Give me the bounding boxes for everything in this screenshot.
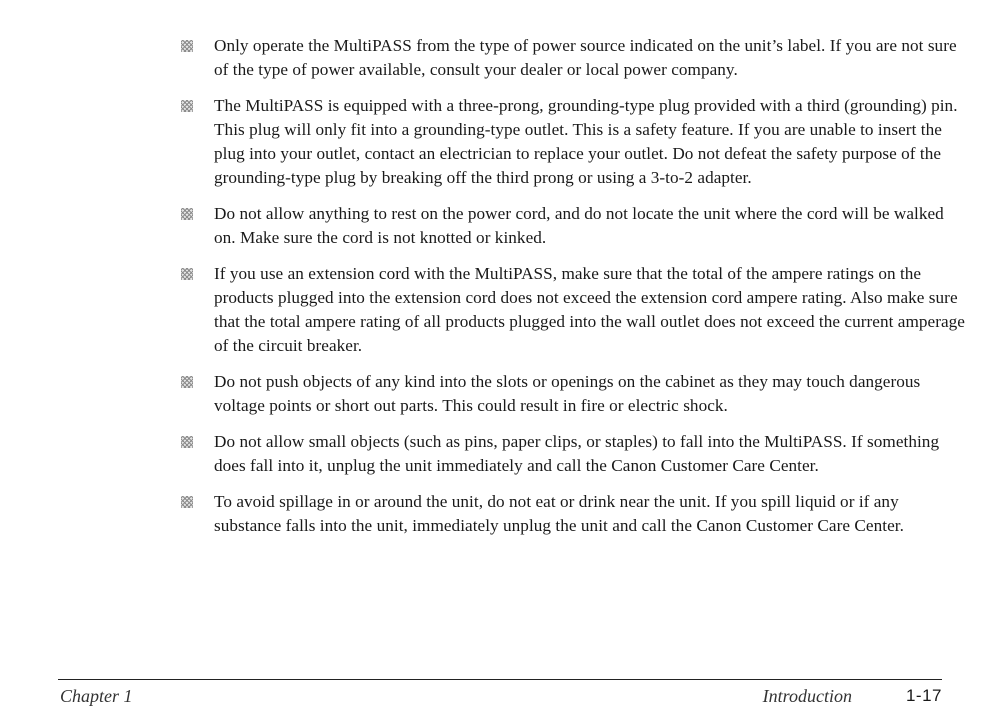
list-item-text: Do not allow anything to rest on the power cord, and do not locate the unit where the cord will be walked on. Make sure the cord is not knotted or kinked. <box>214 204 944 247</box>
footer-section-title: Introduction <box>762 686 852 706</box>
hatched-square-bullet-icon <box>181 40 193 52</box>
footer-page-number: 1-17 <box>905 686 942 705</box>
hatched-square-bullet-icon <box>181 268 193 280</box>
hatched-square-bullet-icon <box>181 496 193 508</box>
hatched-square-bullet-icon <box>181 376 193 388</box>
hatched-square-bullet-icon <box>181 100 193 112</box>
list-item <box>178 202 968 250</box>
safety-instructions-list <box>178 34 968 550</box>
list-item-text: To avoid spillage in or around the unit, do not eat or drink near the unit. If you spill liquid or if any substance falls into the unit, immediately unplug the unit and call the Canon Customer Care Center. <box>214 492 904 535</box>
list-item-text: Only operate the MultiPASS from the type of power source indicated on the unit’s label. If you are not sure of the type of power available, consult your dealer or local power company. <box>214 36 957 79</box>
list-item <box>178 34 968 82</box>
list-item <box>178 262 968 358</box>
hatched-square-bullet-icon <box>181 436 193 448</box>
hatched-square-bullet-icon <box>181 208 193 220</box>
list-item <box>178 490 968 538</box>
list-item <box>178 430 968 478</box>
list-item-text: Do not allow small objects (such as pins, paper clips, or staples) to fall into the MultiPASS. If something does fall into it, unplug the unit immediately and call the Canon Customer Care Center. <box>214 432 940 475</box>
list-item-text: Do not push objects of any kind into the slots or openings on the cabinet as they may touch dangerous voltage points or short out parts. This could result in fire or electric shock. <box>214 372 921 415</box>
list-item <box>178 94 968 190</box>
footer-divider <box>58 679 942 680</box>
footer-chapter: Chapter 1 <box>60 686 133 706</box>
list-item <box>178 370 968 418</box>
list-item-text: The MultiPASS is equipped with a three-prong, grounding-type plug provided with a third (grounding) pin. This plug will only fit into a grounding-type outlet. This is a safety feature. If you are unable to insert the plug into your outlet, contact an electrician to replace your outlet. Do not defeat the safety purpose of the grounding-type plug by breaking off the third prong or using a 3-to-2 adapter. <box>214 96 958 187</box>
list-item-text: If you use an extension cord with the MultiPASS, make sure that the total of the ampere ratings on the products plugged into the extension cord does not exceed the extension cord ampere rating. Also make sure that the total ampere rating of all products plugged into the wall outlet does not exceed the current amperage of the circuit breaker. <box>214 264 965 355</box>
